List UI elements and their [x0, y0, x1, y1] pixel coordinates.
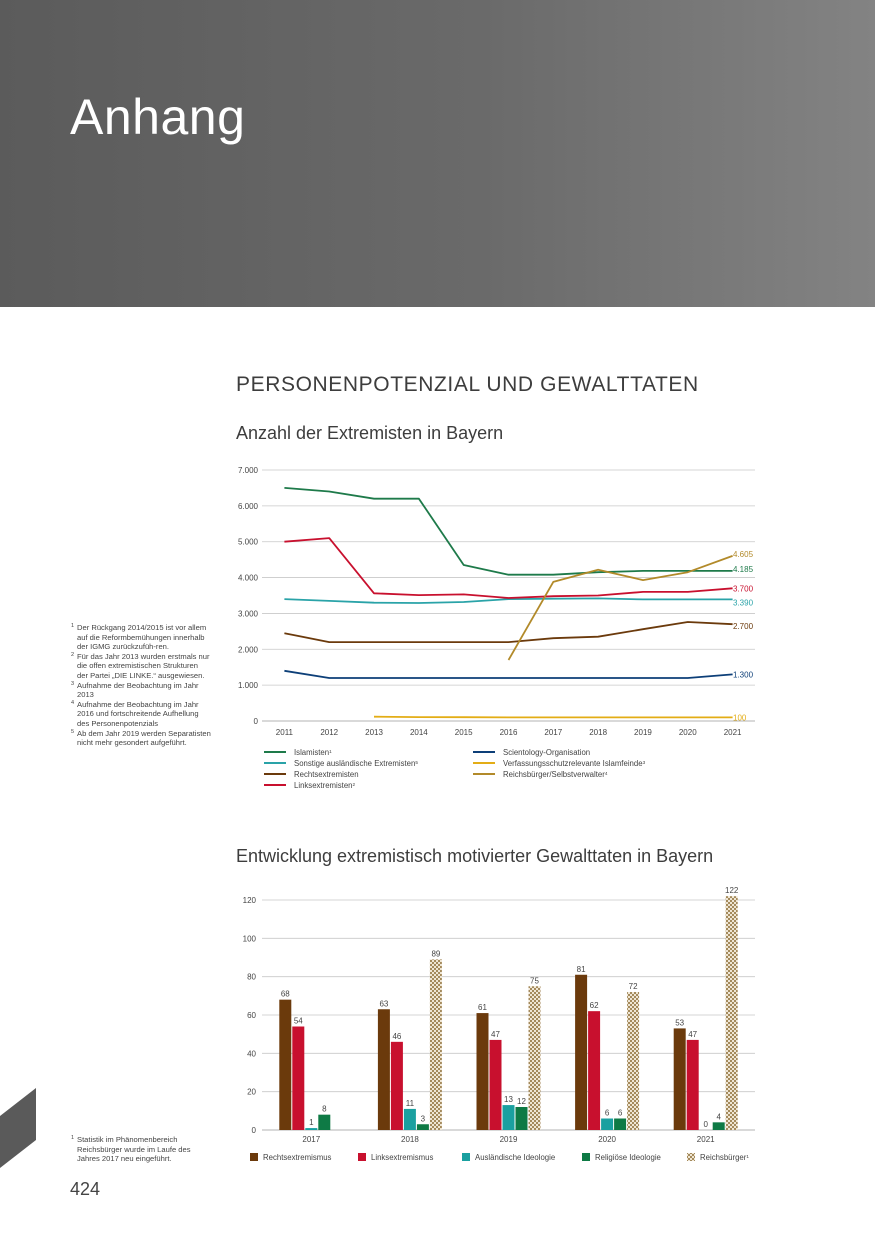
end-value-label: 4.185: [733, 564, 754, 574]
bar: [490, 1040, 502, 1130]
bar-value-label: 12: [517, 1097, 526, 1106]
footnote-text: Aufnahme der Beobachtung im Jahr 2013: [77, 680, 199, 700]
bar: [614, 1119, 626, 1131]
y-tick-label: 2.000: [237, 645, 258, 655]
bar-value-label: 68: [280, 989, 290, 999]
bar: [588, 1011, 600, 1130]
end-value-label: 100: [733, 713, 747, 723]
legend-swatch: [582, 1153, 590, 1161]
series-line: [284, 671, 732, 678]
bar-value-label: 6: [604, 1108, 610, 1118]
y-tick-label: 40: [247, 1049, 256, 1059]
bar-value-label: 63: [379, 999, 389, 1009]
series-line: [374, 717, 733, 718]
legend-label: Islamisten$^1$: [294, 748, 332, 757]
y-tick-label: 1.000: [237, 681, 258, 691]
bar-value-label: 75: [530, 976, 539, 986]
bar-value-label: 3: [420, 1114, 426, 1124]
bar: [601, 1119, 613, 1131]
line-chart-extremists: [230, 455, 770, 805]
legend-label: Reichsbürger$^1$: [700, 1153, 749, 1162]
y-tick-label: 60: [247, 1011, 256, 1020]
x-tick-label: 2018: [401, 1135, 419, 1144]
page-header-band: [0, 0, 875, 307]
x-tick-label: 2020: [678, 728, 697, 737]
legend-label: Religiöse Ideologie: [595, 1153, 661, 1162]
legend-label: Scientology-Organisation: [503, 748, 591, 757]
bar: [404, 1109, 416, 1130]
x-tick-label: 2016: [499, 728, 518, 737]
legend-swatch: [687, 1153, 695, 1161]
x-tick-label: 2014: [409, 728, 428, 737]
legend-swatch: [250, 1153, 258, 1161]
bar-value-label: 8: [322, 1104, 327, 1114]
legend-label: Reichsbürger/Selbstverwalter$^4$: [503, 770, 608, 779]
x-tick-label: 2019: [634, 728, 652, 737]
bar: [713, 1122, 725, 1130]
legend-label: Ausländische Ideologie: [475, 1153, 556, 1162]
bar-value-label: 47: [688, 1029, 698, 1039]
end-value-label: 3.390: [733, 598, 754, 608]
legend-swatch: [358, 1153, 366, 1161]
legend-label: Sonstige ausländische Extremisten$^5$: [294, 759, 418, 768]
end-value-label: 1.300: [733, 670, 754, 680]
bar: [503, 1105, 515, 1130]
y-tick-label: 3.000: [237, 609, 258, 619]
y-tick-label: 5.000: [237, 537, 258, 547]
corner-decoration: [0, 1088, 36, 1168]
x-tick-label: 2013: [365, 728, 383, 737]
bar-chart-violence: [230, 880, 770, 1170]
page-title: Anhang: [70, 89, 246, 145]
bar: [477, 1013, 489, 1130]
chart1-title: Anzahl der Extremisten in Bayern: [236, 423, 504, 443]
legend-label: Rechtsextremismus: [263, 1153, 332, 1162]
end-value-label: 4.605: [733, 549, 754, 559]
bar: [674, 1028, 686, 1130]
bar: [430, 959, 442, 1130]
footnote-item: [71, 700, 211, 729]
x-tick-label: 2015: [454, 728, 473, 737]
bar-value-label: 6: [617, 1108, 623, 1118]
bar: [575, 975, 587, 1130]
bar-value-label: 46: [392, 1031, 402, 1041]
footnote-text: Statistik im Phänomenbereich Reichsbürger wurde im Laufe des Jahres 2017 neu eingeführt.: [77, 1135, 191, 1164]
bar: [529, 986, 541, 1130]
footnote-item: [71, 652, 211, 681]
footnote-item: [71, 1135, 211, 1164]
series-line: [284, 622, 732, 642]
bar-value-label: 53: [675, 1018, 685, 1028]
y-tick-label: 120: [242, 896, 256, 905]
footnotes-chart1: [71, 623, 211, 748]
bar: [318, 1115, 330, 1130]
legend-swatch: [462, 1153, 470, 1161]
footnote-mark: 5: [71, 728, 75, 735]
section-title: PERSONENPOTENZIAL UND GEWALTTATEN: [236, 373, 699, 396]
bar: [279, 1000, 291, 1130]
page-number: 424: [70, 1179, 101, 1199]
bar: [726, 896, 738, 1130]
series-line: [284, 538, 732, 598]
bar-value-label: 1: [309, 1118, 314, 1128]
footnote-text: Ab dem Jahr 2019 werden Separatisten nicht mehr gesondert aufgeführt.: [77, 728, 211, 748]
footnote-mark: 3: [71, 680, 75, 687]
bar-value-label: 81: [576, 964, 586, 974]
bar-value-label: 89: [431, 949, 441, 959]
x-tick-label: 2012: [320, 728, 339, 737]
footnote-text: Für das Jahr 2013 wurden erstmals nur die offen extremistischen Strukturen der Partei „DIE LINKE.“ ausgewiesen.: [77, 651, 210, 680]
end-value-label: 3.700: [733, 584, 754, 594]
x-tick-label: 2019: [499, 1135, 518, 1144]
bar-value-label: 4: [716, 1112, 721, 1122]
bar: [378, 1009, 390, 1130]
x-tick-label: 2018: [589, 728, 608, 737]
bar-value-label: 13: [504, 1095, 513, 1105]
y-tick-label: 7.000: [237, 466, 258, 475]
bar: [687, 1040, 699, 1130]
x-tick-label: 2021: [696, 1135, 715, 1144]
footnote-mark: 4: [71, 699, 75, 706]
bar: [627, 992, 639, 1130]
bar: [305, 1128, 317, 1130]
series-line: [284, 598, 732, 603]
bar: [391, 1042, 403, 1130]
footnote-text: Der Rückgang 2014/2015 ist vor allem auf die Reformbemühungen innerhalb der IGMG zurückzufüh-ren.: [77, 623, 207, 652]
bar: [516, 1107, 528, 1130]
footnote-item: [71, 623, 211, 652]
x-tick-label: 2020: [598, 1135, 616, 1144]
bar-value-label: 62: [589, 1001, 599, 1011]
bar-value-label: 122: [725, 886, 739, 896]
bar: [292, 1027, 304, 1131]
footnote-item: [71, 681, 211, 700]
bar-value-label: 47: [491, 1029, 500, 1039]
bar: [417, 1124, 429, 1130]
x-tick-label: 2017: [544, 728, 563, 737]
legend-label: Rechtsextremisten: [294, 770, 359, 779]
y-tick-label: 0: [251, 1126, 256, 1135]
bar-value-label: 54: [293, 1016, 303, 1026]
y-tick-label: 0: [253, 717, 258, 726]
end-value-label: 2.700: [733, 622, 754, 632]
series-line: [284, 488, 732, 575]
bar-value-label: 72: [628, 982, 638, 991]
y-tick-label: 80: [247, 972, 256, 982]
x-tick-label: 2021: [723, 728, 742, 737]
y-tick-label: 6.000: [237, 501, 258, 511]
footnote-mark: 1: [71, 1135, 75, 1141]
footnote-mark: 2: [71, 651, 75, 658]
y-tick-label: 20: [247, 1087, 256, 1097]
x-tick-label: 2017: [302, 1135, 321, 1144]
footnote-item: [71, 729, 211, 748]
bar-value-label: 61: [478, 1003, 487, 1013]
footnote-mark: 1: [71, 623, 75, 629]
chart2-title: Entwicklung extremistisch motivierter Gewalttaten in Bayern: [236, 846, 714, 866]
legend-label: Linksextremisten$^2$: [294, 781, 356, 790]
x-tick-label: 2011: [275, 728, 294, 737]
footnotes-chart2: [71, 1135, 211, 1164]
bar-value-label: 11: [405, 1098, 415, 1108]
footnote-text: Aufnahme der Beobachtung im Jahr 2016 und fortschreitende Aufhellung des Personenpotenzials: [77, 699, 199, 728]
bar-value-label: 0: [703, 1120, 708, 1129]
legend-label: Linksextremismus: [371, 1153, 434, 1162]
y-tick-label: 4.000: [237, 573, 258, 583]
y-tick-label: 100: [242, 934, 256, 944]
legend-label: Verfassungsschutzrelevante Islamfeinde$^3$: [503, 759, 646, 768]
